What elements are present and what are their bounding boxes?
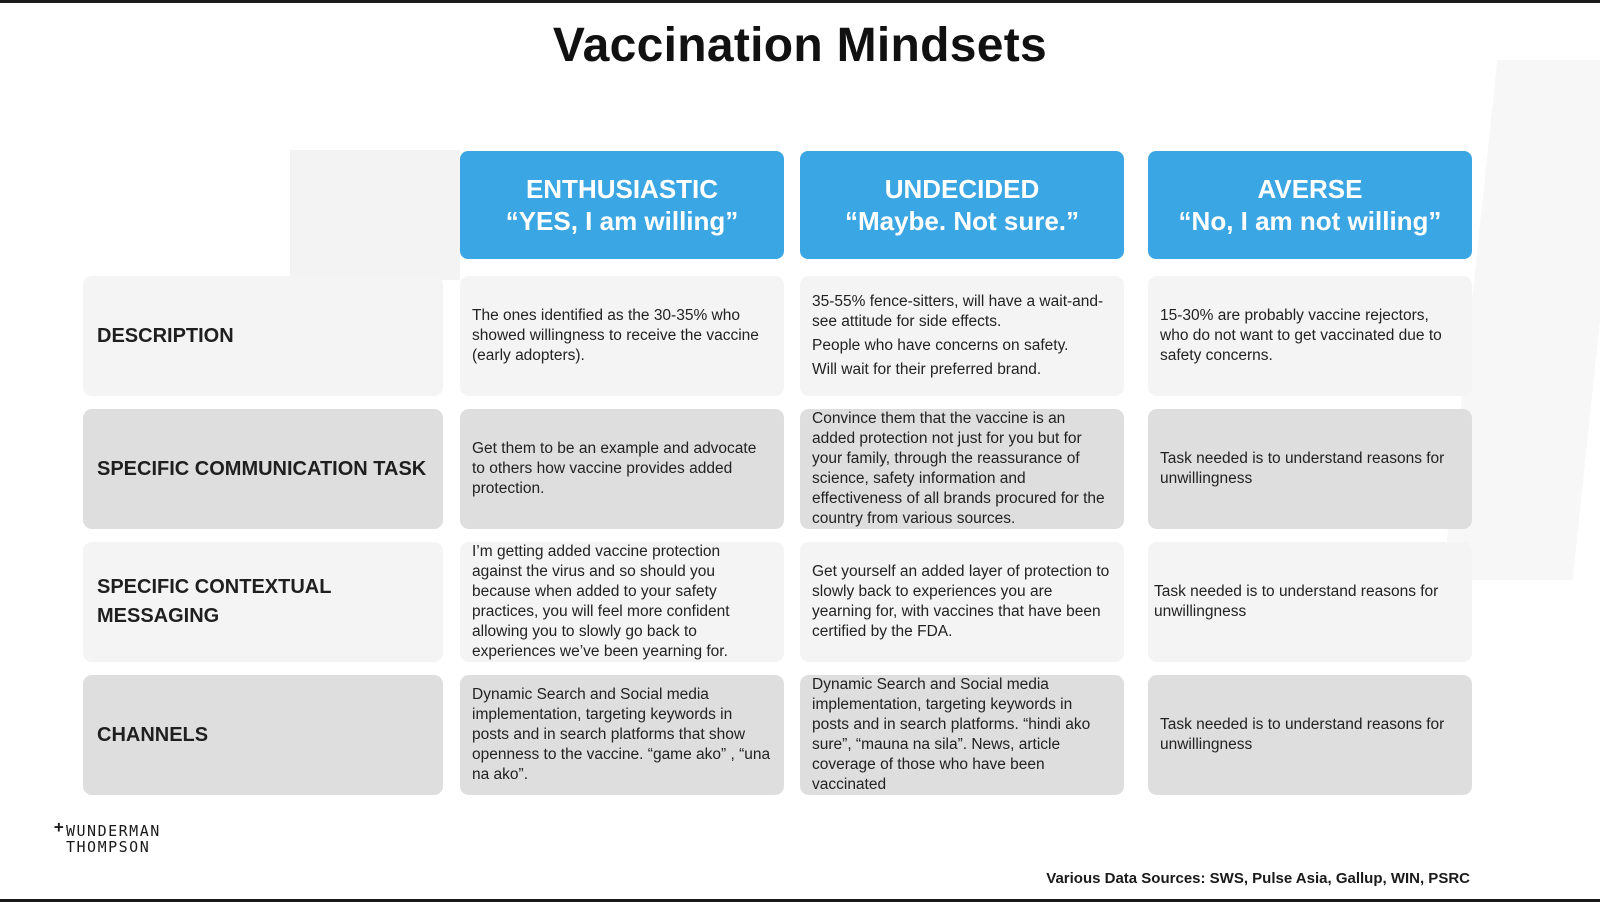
row-label-contextual-messaging: SPECIFIC CONTEXTUAL MESSAGING [83, 542, 443, 662]
column-header-title: AVERSE [1257, 174, 1363, 204]
table-cell [460, 409, 784, 529]
table-cell [1148, 542, 1472, 662]
data-sources-note: Various Data Sources: SWS, Pulse Asia, Gallup, WIN, PSRC [1046, 870, 1470, 887]
table-cell [800, 675, 1124, 795]
cell-text: Dynamic Search and Social media implementation, targeting keywords in posts and in search platforms. “hindi ako sure”, “mauna na sila”. News, article coverage of those who have been vaccinated [812, 676, 1091, 793]
cell-text: The ones identified as the 30-35% who showed willingness to receive the vaccine (early adopters). [472, 307, 759, 364]
cell-text: 35-55% fence-sitters, will have a wait-and-see attitude for side effects. [812, 293, 1104, 330]
table-cell [800, 409, 1124, 529]
table-cell [1148, 409, 1472, 529]
cell-text: Task needed is to understand reasons for unwillingness [1154, 583, 1439, 620]
cell-text: People who have concerns on safety. [812, 337, 1069, 354]
cell-text: Get yourself an added layer of protection to slowly back to experiences you are yearning for, with vaccines that have been certified by the FDA. [812, 563, 1110, 640]
table-cell [800, 276, 1124, 396]
cell-text: Task needed is to understand reasons for unwillingness [1160, 450, 1445, 487]
cell-text: 15-30% are probably vaccine rejectors, who do not want to get vaccinated due to safety concerns. [1160, 307, 1442, 364]
column-header-undecided [800, 151, 1124, 259]
logo-text: WUNDERMAN [66, 822, 161, 840]
column-header-quote: “No, I am not willing” [1178, 206, 1442, 236]
cell-text: Get them to be an example and advocate to others how vaccine provides added protection. [472, 440, 757, 497]
table-cell [460, 276, 784, 396]
plus-icon: + [54, 817, 66, 836]
column-header-quote: “YES, I am willing” [505, 206, 739, 236]
table-cell [460, 542, 784, 662]
table-cell [800, 542, 1124, 662]
page-title: Vaccination Mindsets [552, 19, 1048, 72]
table-cell [1148, 675, 1472, 795]
row-label-communication-task: SPECIFIC COMMUNICATION TASK [83, 409, 443, 529]
column-header-title: UNDECIDED [884, 174, 1040, 204]
row-label-channels: CHANNELS [83, 675, 443, 795]
cell-text: Dynamic Search and Social media implementation, targeting keywords in posts and in search platforms that show openness to the vaccine. “game ako” , “una na ako”. [472, 686, 771, 783]
cell-text: Will wait for their preferred brand. [812, 361, 1042, 378]
row-label-description: DESCRIPTION [83, 276, 443, 396]
cell-text: Task needed is to understand reasons for unwillingness [1160, 716, 1445, 753]
column-header-quote: “Maybe. Not sure.” [844, 206, 1080, 236]
logo-text: THOMPSON [66, 838, 151, 856]
cell-text: Convince them that the vaccine is an added protection not just for you but for your family, through the reassurance of science, safety information and effectiveness of all brands procured for the country from various sources. [812, 410, 1105, 527]
column-header-averse [1148, 151, 1472, 259]
table-cell [460, 675, 784, 795]
column-header-title: ENTHUSIASTIC [525, 174, 719, 204]
top-border [0, 0, 1600, 3]
column-header-enthusiastic [460, 151, 784, 259]
table-cell [1148, 276, 1472, 396]
wunderman-thompson-logo [54, 817, 161, 856]
background-shape [290, 150, 460, 280]
cell-text: I’m getting added vaccine protection against the virus and so should you because when added to your safety practices, you will feel more confident allowing you to slowly go back to experiences we’ve been yearning for. [472, 543, 730, 660]
